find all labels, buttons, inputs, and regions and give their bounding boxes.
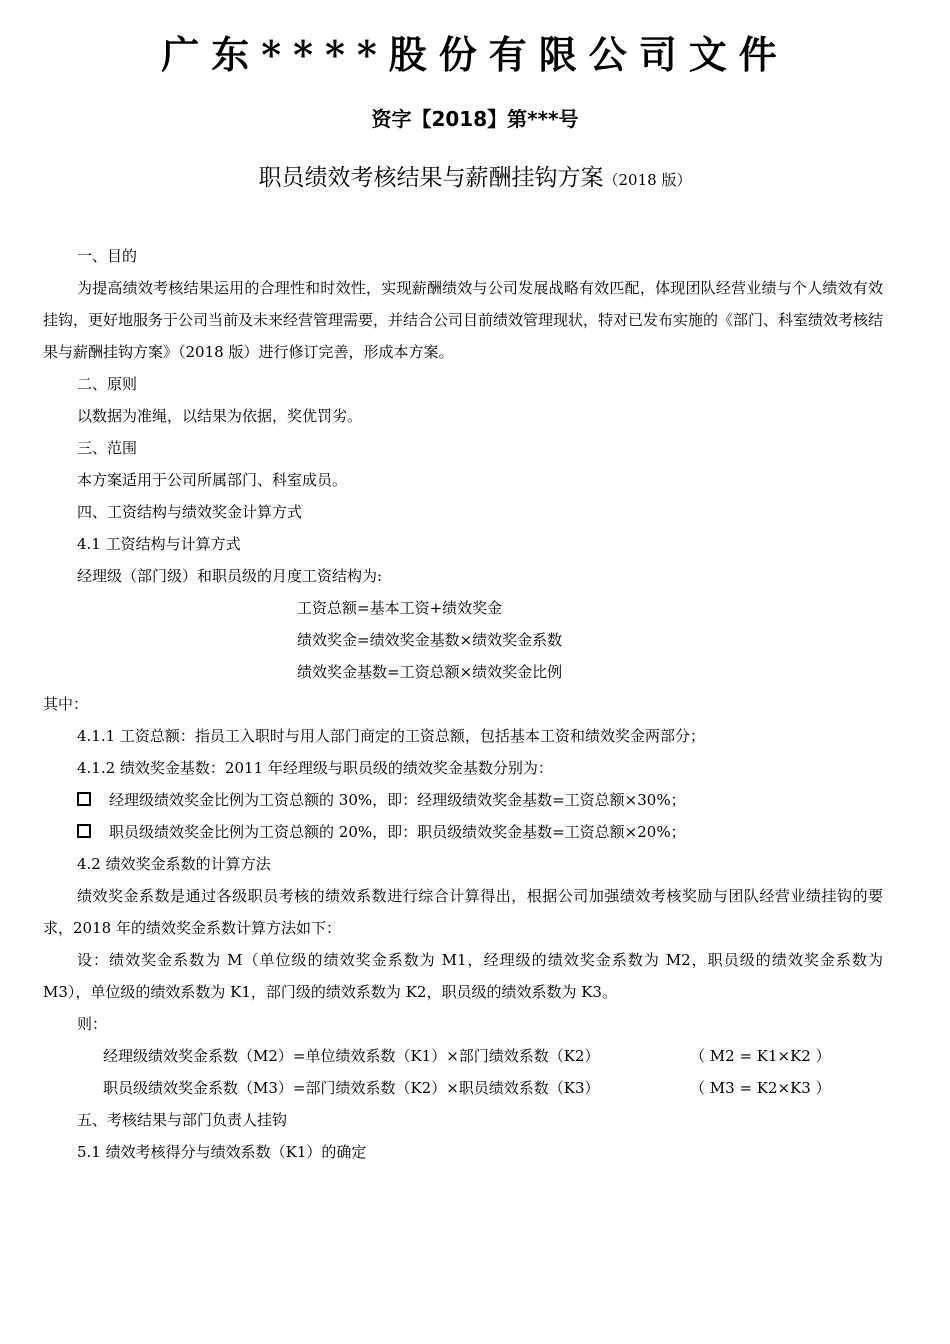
section-1-paragraph: 为提高绩效考核结果运用的合理性和时效性，实现薪酬绩效与公司发展战略有效匹配，体现团队经营业绩与个人绩效有效挂钩，更好地服务于公司当前及未来经营管理需要，并结合公司目前绩效管理现状，特对已发布实施的《部门、科室绩效考核结果与薪酬挂钩方案》（2018 版）进行修订完善，形成本方案。 [43,279,884,361]
section-2-paragraph: 以数据为准绳，以结果为依据，奖优罚劣。 [77,407,363,425]
equation-manager [43,1040,883,1072]
checkbox-square-icon [77,824,91,838]
section-5-heading: 五、考核结果与部门负责人挂钩 [77,1111,288,1129]
bullet-staff-ratio [43,816,883,848]
section-4-1-1: 4.1.1 工资总额：指员工入职时与用人部门商定的工资总额，包括基本工资和绩效奖金两部分； [77,727,705,745]
document-version: （2018 版） [603,171,692,189]
equation-text: 职员级绩效奖金系数（M3）=部门绩效系数（K2）×职员绩效系数（K3） [103,1079,600,1097]
bullet-text: 职员级绩效奖金比例为工资总额的 20%，即：职员级绩效奖金基数=工资总额×20%； [109,823,686,841]
document-body [43,240,883,1168]
section-3-heading: 三、范围 [77,439,138,457]
document-title-text: 职员绩效考核结果与薪酬挂钩方案 [258,165,604,191]
section-3-paragraph: 本方案适用于公司所属部门、科室成员。 [77,471,348,489]
formula-total-salary: 工资总额=基本工资+绩效奖金 [297,599,503,617]
document-title [0,160,950,198]
section-4-2-definition: 设：绩效奖金系数为 M（单位级的绩效奖金系数为 M1，经理级的绩效奖金系数为 M2，职员级的绩效奖金系数为 M3），单位级的绩效系数为 K1，部门级的绩效系数为 K2，职员级的绩效系数为 K3。 [43,951,883,1001]
section-4-1-2: 4.1.2 绩效奖金基数：2011 年经理级与职员级的绩效奖金基数分别为： [77,759,553,777]
section-1-heading: 一、目的 [77,247,138,265]
formula-bonus: 绩效奖金=绩效奖金基数×绩效奖金系数 [297,631,563,649]
section-4-2-paragraph: 绩效奖金系数是通过各级职员考核的绩效系数进行综合计算得出，根据公司加强绩效考核奖励与团队经营业绩挂钩的要求，2018 年的绩效奖金系数计算方法如下： [43,887,883,937]
section-4-heading: 四、工资结构与绩效奖金计算方式 [77,503,303,521]
equation-text: 经理级绩效奖金系数（M2）=单位绩效系数（K1）×部门绩效系数（K2） [103,1047,600,1065]
where-label: 其中： [43,695,89,713]
section-4-1-heading: 4.1 工资结构与计算方式 [77,535,241,553]
bullet-manager-ratio [43,784,883,816]
then-label: 则： [77,1015,108,1033]
equation-tag: （ M3 = K2×K3 ） [690,1079,831,1097]
bullet-text: 经理级绩效奖金比例为工资总额的 30%，即：经理级绩效奖金基数=工资总额×30%； [109,791,686,809]
company-title: 广东****股份有限公司文件 [161,32,789,77]
checkbox-square-icon [77,792,91,806]
formula-bonus-base: 绩效奖金基数=工资总额×绩效奖金比例 [297,663,563,681]
section-5-1-heading: 5.1 绩效考核得分与绩效系数（K1）的确定 [77,1143,367,1161]
equation-tag: （ M2 = K1×K2 ） [690,1047,831,1065]
equation-staff [43,1072,883,1104]
section-4-1-intro: 经理级（部门级）和职员级的月度工资结构为: [77,567,383,585]
document-number: 资字【2018】第***号 [371,107,579,131]
section-4-2-heading: 4.2 绩效奖金系数的计算方法 [77,855,271,873]
section-2-heading: 二、原则 [77,375,138,393]
